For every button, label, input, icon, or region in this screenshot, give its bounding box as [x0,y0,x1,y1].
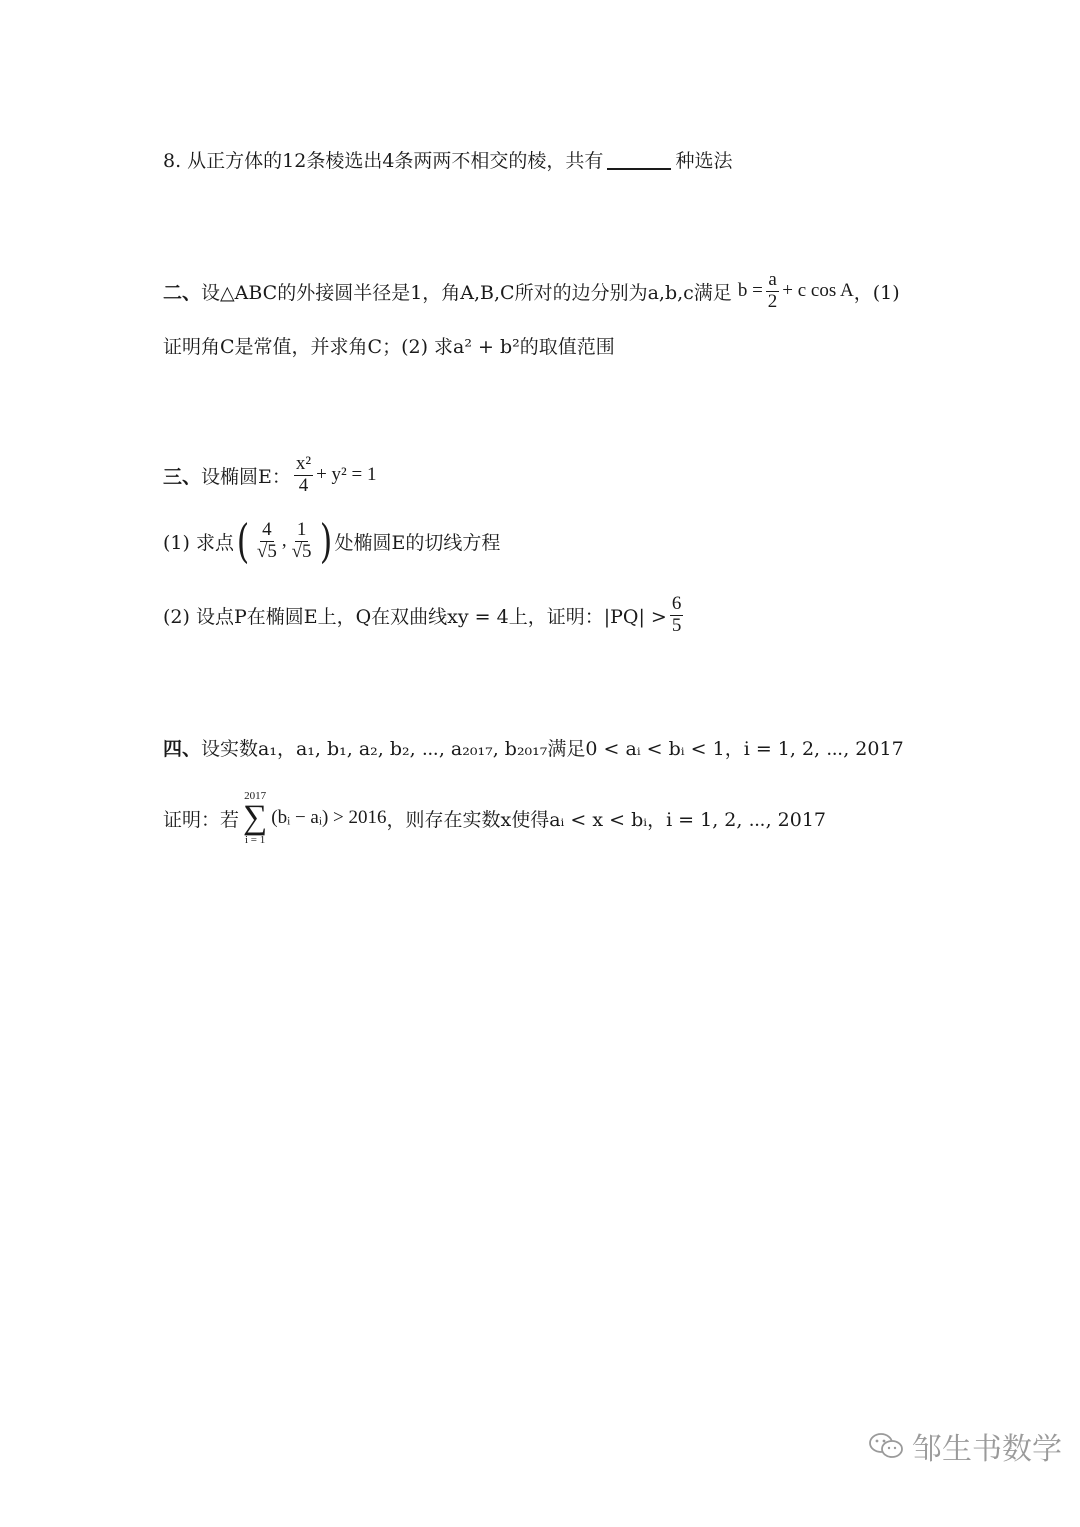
question-4-line-1 [163,734,904,761]
left-paren: ( [236,514,250,568]
sum-lower-limit: i = 1 [245,833,266,846]
q2-condition-lhs: b = [737,280,763,302]
q3-p1-tail: 处椭圆E的切线方程 [334,531,501,554]
question-2-line-2 [163,332,615,359]
q3-p2-fraction [670,594,684,637]
q2-heading: 二、 [163,281,202,304]
q2-condition-rhs: + c cos A [782,280,854,302]
wechat-icon [868,1431,904,1461]
question-8 [163,146,732,173]
question-3-intro [163,454,376,497]
question-3-part-1 [163,514,501,568]
q8-text: 8. 从正方体的12条棱选出4条两两不相交的棱，共有 [163,150,604,172]
q4-line-2-tail: ，则存在实数x使得aᵢ < x < bᵢ，i = 1, 2, ⋯, 2017 [386,808,827,831]
question-2-line-1 [163,270,900,313]
summation [243,790,267,847]
q2-tail: ，(1) [853,281,900,304]
q3-intro-text: 设椭圆E： [201,465,291,488]
watermark [868,1424,1062,1468]
question-4-line-2 [163,790,826,847]
q3-point-x-num: 4 [262,518,272,540]
q4-heading: 四、 [163,738,202,760]
q3-p1-label: (1) 求点 [163,531,234,554]
q3-p2-text: (2) 设点P在椭圆E上，Q在双曲线xy = 4上，证明：|PQ| > [163,605,667,628]
q8-tail: 种选法 [675,150,733,172]
q3-point-y-den: √5 [291,540,312,562]
q4-line-1-text: 设实数a₁，a₁, b₁, a₂, b₂, ⋯, a₂₀₁₇, b₂₀₁₇满足0 < aᵢ < bᵢ < 1，i = 1, 2, ⋯, 2017 [201,738,904,760]
answer-blank [607,150,671,170]
q4-line-2-prefix: 证明：若 [163,808,240,831]
q3-point-y-num: 1 [296,518,307,540]
q3-eq-rest: + y² = 1 [316,464,377,486]
sigma-icon: ∑ [243,799,268,837]
watermark-text: 邹生书数学 [912,1432,1062,1467]
q2-line-2-text: 证明角C是常值，并求角C；(2) 求a² + b²的取值范围 [163,336,615,358]
question-3-part-2 [163,594,686,637]
right-paren: ) [319,514,332,568]
sum-upper-limit: 2017 [244,790,267,802]
q3-point-y [290,520,314,563]
q3-p2-num: 6 [671,593,682,614]
q3-eq-den: 4 [298,474,309,496]
comma: , [281,530,287,551]
sum-body: (bᵢ − aᵢ) > 2016 [271,807,387,829]
q2-frac-num: a [768,269,777,290]
q2-text: 设△ABC的外接圆半径是1，角A,B,C所对的边分别为a,b,c满足 [201,281,732,304]
q3-point-x-den: √5 [256,540,277,562]
q2-fraction [766,270,780,313]
q3-point-x [255,520,279,563]
q3-heading: 三、 [163,465,202,488]
q3-eq-num: x² [295,453,312,474]
q3-ellipse-fraction [294,454,313,497]
q3-p2-den: 5 [671,614,682,636]
q2-frac-den: 2 [767,290,778,312]
